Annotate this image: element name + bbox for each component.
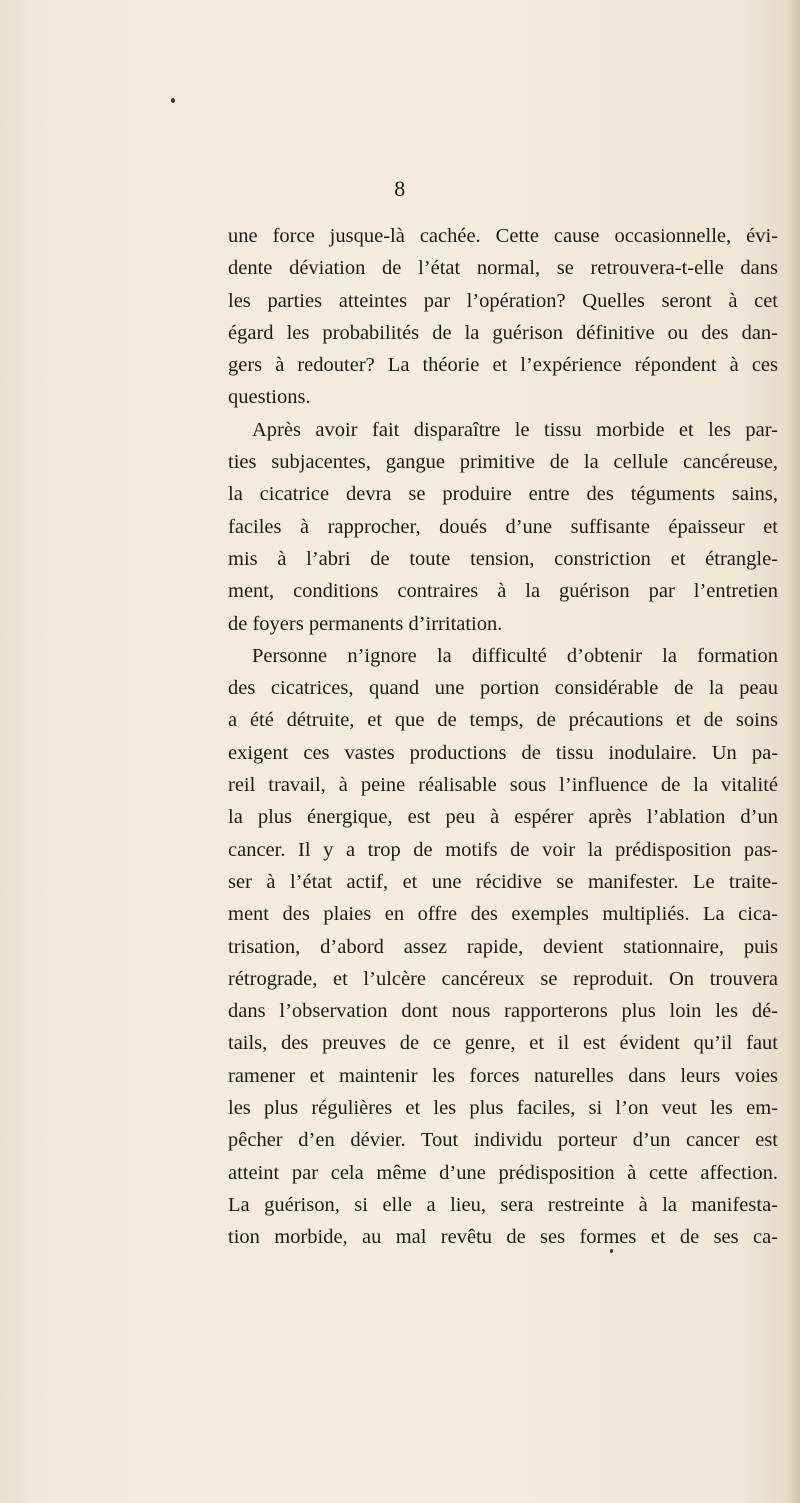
body-text (228, 220, 778, 1254)
text-line: ment des plaies en offre des exemples multipliés. La cica- (228, 903, 778, 926)
text-line: questions. (228, 386, 311, 409)
text-line: les plus régulières et les plus faciles, si l’on veut les em- (228, 1097, 778, 1120)
text-line: des cicatrices, quand une portion considérable de la peau (228, 677, 778, 700)
text-line: la cicatrice devra se produire entre des téguments sains, (228, 483, 778, 506)
text-line: exigent ces vastes productions de tissu inodulaire. Un pa- (228, 741, 778, 764)
text-line: gers à redouter? La théorie et l’expérience répondent à ces (228, 354, 778, 377)
text-line: tails, des preuves de ce genre, et il est évident qu’il faut (228, 1032, 778, 1055)
text-line: faciles à rapprocher, doués d’une suffisante épaisseur et (228, 515, 778, 538)
text-line: Personne n’ignore la difficulté d’obtenir la formation (252, 644, 778, 667)
text-line: une force jusque-là cachée. Cette cause occasionnelle, évi- (228, 225, 778, 247)
page-edge-shadow (786, 0, 800, 1503)
text-line: mis à l’abri de toute tension, constriction et étrangle- (228, 547, 778, 570)
text-line: dente déviation de l’état normal, se retrouvera-t-elle dans (228, 257, 778, 280)
text-line: ties subjacentes, gangue primitive de la cellule cancéreuse, (228, 451, 778, 474)
ink-speck (171, 98, 175, 103)
text-line: pêcher d’en dévier. Tout individu porteur d’un cancer est (228, 1129, 778, 1152)
text-line: Après avoir fait disparaître le tissu morbide et les par- (252, 418, 778, 441)
text-line: ramener et maintenir les forces naturelles dans leurs voies (228, 1064, 778, 1087)
text-line: égard les probabilités de la guérison définitive ou des dan- (228, 321, 778, 344)
text-line: dans l’observation dont nous rapporterons plus loin les dé- (228, 1000, 778, 1023)
text-line: reil travail, à peine réalisable sous l’influence de la vitalité (228, 774, 778, 797)
text-line: les parties atteintes par l’opération? Quelles seront à cet (228, 289, 778, 312)
text-line: ment, conditions contraires à la guérison par l’entretien (228, 580, 778, 603)
text-line: rétrograde, et l’ulcère cancéreux se reproduit. On trouvera (228, 967, 778, 990)
text-line: tion morbide, au mal revêtu de ses formes et de ses ca- (228, 1226, 778, 1249)
text-line: ser à l’état actif, et une récidive se manifester. Le traite- (228, 870, 778, 893)
text-line: trisation, d’abord assez rapide, devient stationnaire, puis (228, 935, 778, 958)
text-line: atteint par cela même d’une prédisposition à cette affection. (228, 1161, 778, 1184)
text-line: cancer. Il y a trop de motifs de voir la prédisposition pas- (228, 838, 778, 861)
page-number: 8 (394, 176, 406, 201)
text-line: de foyers permanents d’irritation. (228, 612, 503, 635)
text-line: La guérison, si elle a lieu, sera restreinte à la manifesta- (228, 1193, 778, 1216)
text-line: a été détruite, et que de temps, de précautions et de soins (228, 709, 778, 732)
text-line: la plus énergique, est peu à espérer après l’ablation d’un (228, 806, 778, 829)
